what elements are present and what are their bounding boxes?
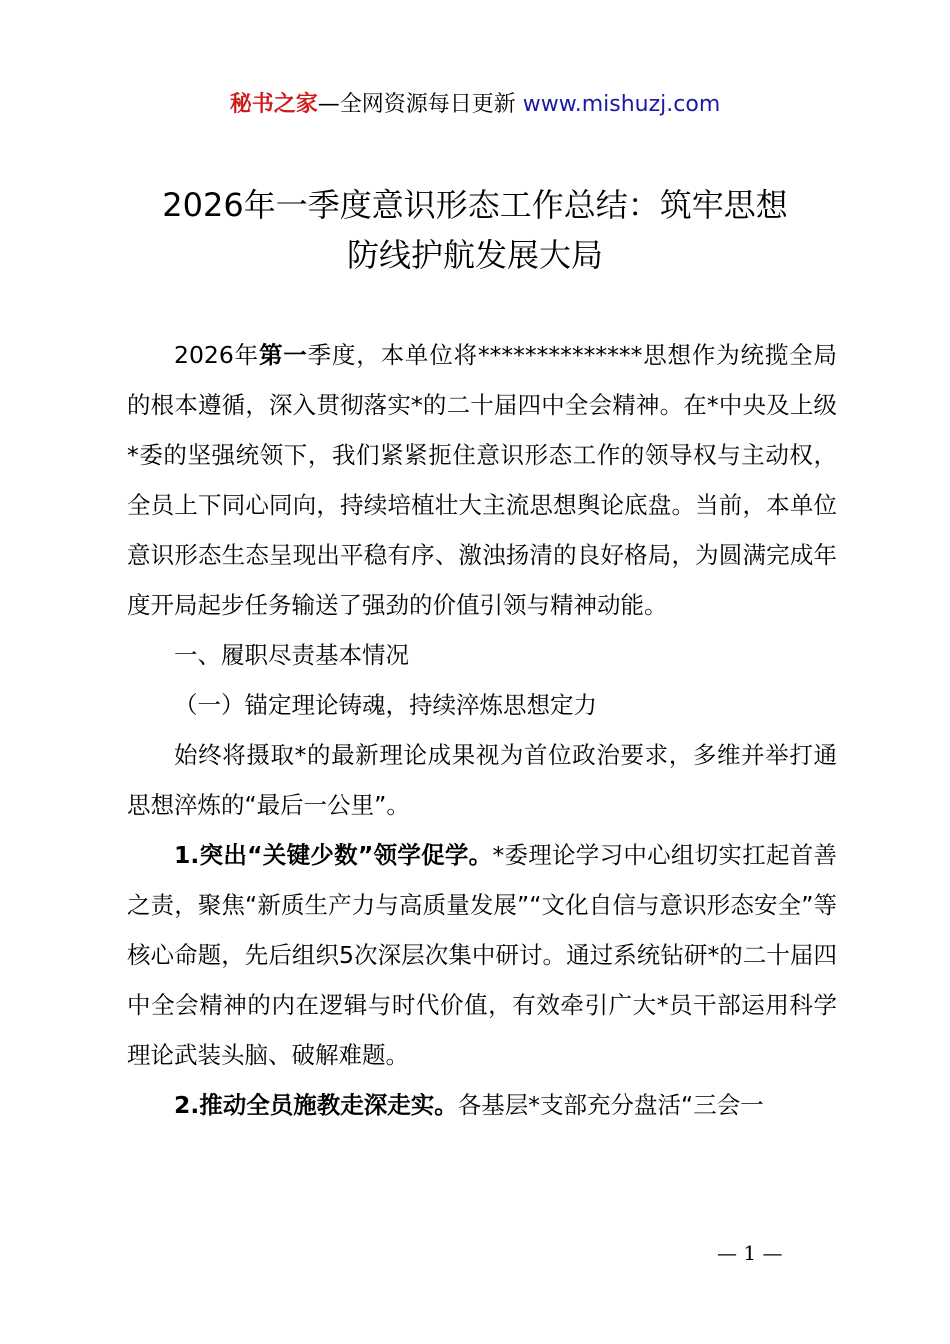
subsection-paragraph: 始终将摄取*的最新理论成果视为首位政治要求，多维并举打通思想淬炼的“最后一公里”。 [127,741,837,819]
document-body [127,330,837,1130]
item-2-text: 各基层*支部充分盘活“三会一 [457,1091,764,1119]
title-line-2: 防线护航发展大局 [346,236,603,274]
site-url-link[interactable]: www.mishuzj.com [522,92,721,117]
item-1-paragraph [127,830,837,1080]
item-2-heading: 2.推动全员施教走深走实。 [174,1091,458,1119]
section-heading: 一、履职尽责基本情况 [174,641,409,669]
intro-emphasis: 第一 [258,341,308,369]
subsection-heading: （一）锚定理论铸魂，持续淬炼思想定力 [174,691,597,719]
item-1-text: *委理论学习中心组切实扛起首善之责，聚焦“新质生产力与高质量发展”“文化自信与意识形态安全”等核心命题，先后组织5次深层次集中研讨。通过系统钻研*的二十届四中全会精神的内在逻辑与时代价值，有效牵引广大*员干部运用科学理论武装头脑、破解难题。 [127,841,838,1069]
intro-paragraph [127,330,837,630]
intro-year: 2026年 [174,341,259,369]
header-tagline: —全网资源每日更新 [317,92,523,117]
page-number: — 1 — [717,1241,783,1265]
item-1-heading: 1.突出“关键少数”领学促学。 [174,841,493,869]
site-header [0,88,950,122]
title-line-1: 2026年一季度意识形态工作总结：筑牢思想 [162,186,788,224]
item-2-paragraph [127,1080,837,1130]
brand-name: 秘书之家 [229,92,318,117]
intro-text: 季度，本单位将**************思想作为统揽全局的根本遵循，深入贯彻落实*的二十届四中全会精神。在*中央及上级*委的坚强统领下，我们紧紧扼住意识形态工作的领导权与主动权，全员上下同心同向，持续培植壮大主流思想舆论底盘。当前，本单位意识形态生态呈现出平稳有序、激浊扬清的良好格局，为圆满完成年度开局起步任务输送了强劲的价值引领与精神动能。 [127,341,838,619]
document-title [100,180,850,280]
